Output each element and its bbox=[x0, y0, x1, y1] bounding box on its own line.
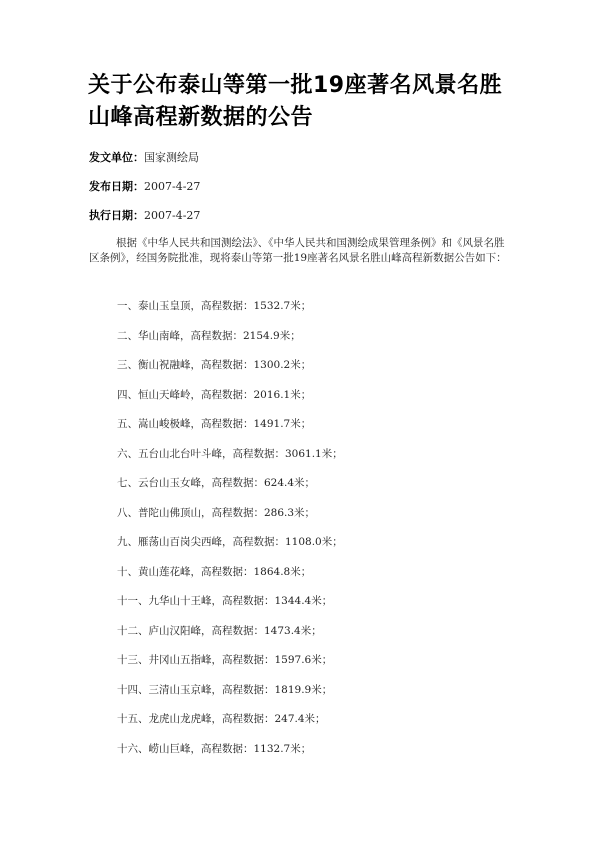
publish-date-line bbox=[89, 180, 200, 194]
peak-item: 九、雁荡山百岗尖西峰，高程数据：1108.0米； bbox=[117, 536, 343, 548]
publish-date-label: 发布日期： bbox=[89, 180, 144, 193]
peak-item: 十四、三清山玉京峰，高程数据：1819.9米； bbox=[117, 683, 333, 696]
peak-item: 十六、崂山巨峰，高程数据：1132.7米； bbox=[117, 742, 312, 755]
effective-date-value: 2007-4-27 bbox=[144, 209, 201, 222]
publish-date-value: 2007-4-27 bbox=[144, 180, 201, 193]
peak-item: 七、云台山玉女峰，高程数据：624.4米； bbox=[117, 477, 316, 489]
peak-item: 十三、井冈山五指峰，高程数据：1597.6米； bbox=[117, 654, 333, 666]
peak-item: 一、泰山玉皇顶，高程数据：1532.7米； bbox=[117, 300, 312, 312]
peak-item: 五、嵩山峻极峰，高程数据：1491.7米； bbox=[117, 418, 312, 430]
peak-list bbox=[117, 299, 343, 771]
issuer-line bbox=[89, 151, 199, 165]
peak-item: 八、普陀山佛顶山，高程数据：286.3米； bbox=[117, 506, 316, 519]
intro-paragraph: 根据《中华人民共和国测绘法》、《中华人民共和国测绘成果管理条例》和《风景名胜区条例》，经国务院批准，现将泰山等第一批19座著名风景名胜山峰高程新数据公告如下： bbox=[89, 237, 507, 264]
peak-item: 六、五台山北台叶斗峰，高程数据：3061.1米； bbox=[117, 447, 343, 460]
peak-item: 三、衡山祝融峰，高程数据：1300.2米； bbox=[117, 359, 312, 371]
peak-item: 十一、九华山十王峰，高程数据：1344.4米； bbox=[117, 595, 333, 607]
effective-date-line bbox=[89, 209, 200, 223]
peak-item: 十、黄山莲花峰，高程数据：1864.8米； bbox=[117, 565, 312, 578]
peak-item: 十二、庐山汉阳峰，高程数据：1473.4米； bbox=[117, 624, 322, 637]
effective-date-label: 执行日期： bbox=[89, 209, 144, 222]
peak-item: 十五、龙虎山龙虎峰，高程数据：247.4米； bbox=[117, 713, 326, 725]
issuer-label: 发文单位： bbox=[89, 151, 144, 164]
document-title: 关于公布泰山等第一批19座著名风景名胜山峰高程新数据的公告 bbox=[88, 73, 503, 130]
peak-item: 二、华山南峰，高程数据：2154.9米； bbox=[117, 329, 301, 342]
issuer-value: 国家测绘局 bbox=[144, 151, 199, 164]
peak-item: 四、恒山天峰岭，高程数据：2016.1米； bbox=[117, 388, 312, 401]
